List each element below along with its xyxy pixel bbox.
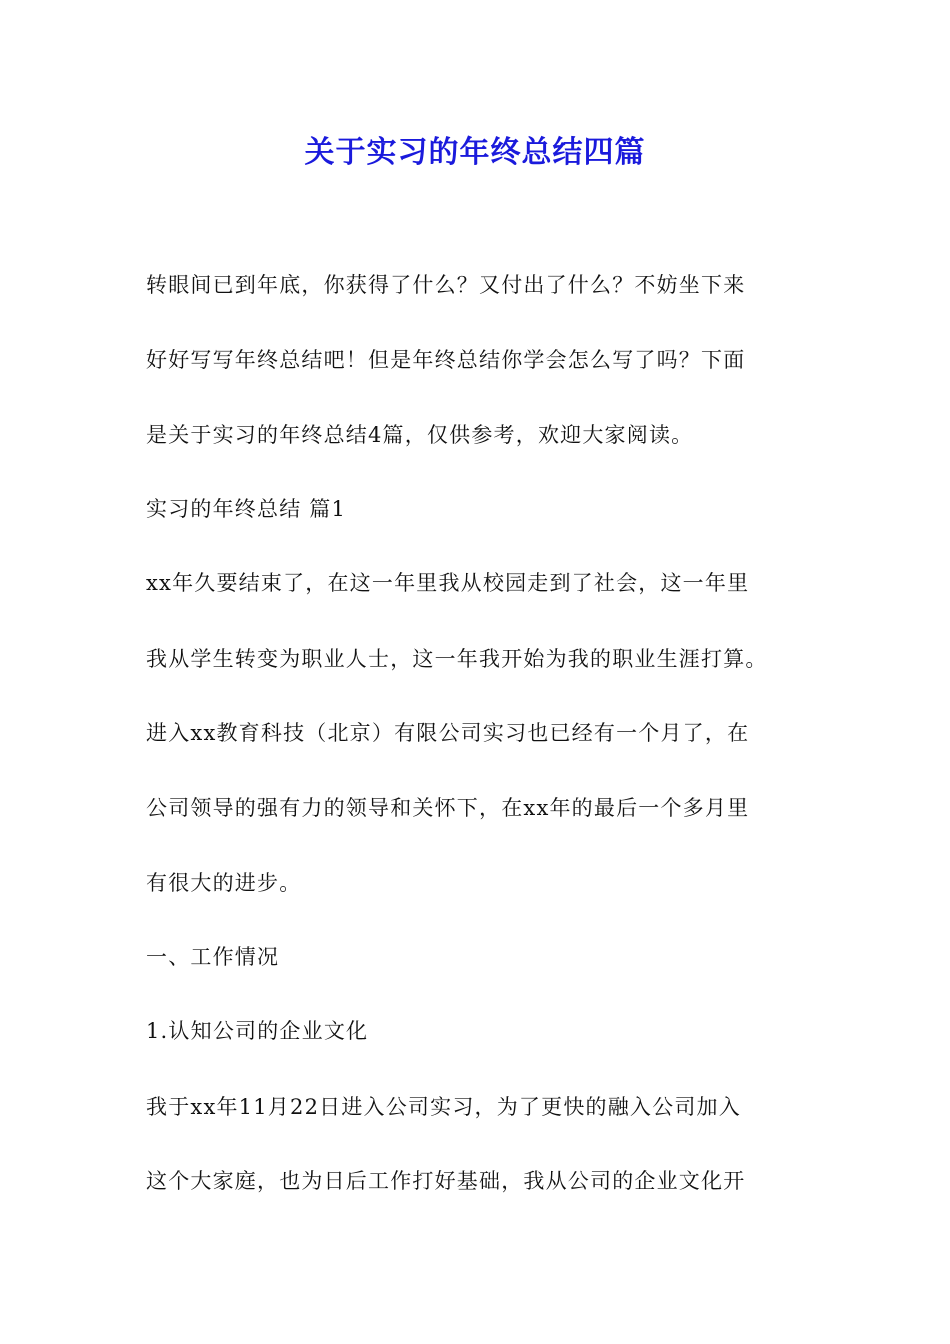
body-line-4: 公司领导的强有力的领导和关怀下，在xx年的最后一个多月里	[146, 796, 750, 820]
body-line-6: 我于xx年11月22日进入公司实习，为了更快的融入公司加入	[146, 1095, 741, 1119]
subheading-work: 一、工作情况	[146, 945, 280, 969]
subheading-culture: 1.认知公司的企业文化	[146, 1019, 369, 1043]
body-line-2: 我从学生转变为职业人士，这一年我开始为我的职业生涯打算。	[146, 647, 768, 671]
intro-line-1: 转眼间已到年底，你获得了什么？又付出了什么？不妨坐下来	[146, 273, 746, 297]
body-line-1: xx年久要结束了，在这一年里我从校园走到了社会，这一年里	[146, 571, 750, 595]
section-heading: 实习的年终总结 篇1	[146, 497, 347, 521]
intro-line-2: 好好写写年终总结吧！但是年终总结你学会怎么写了吗？下面	[146, 348, 746, 372]
body-line-7: 这个大家庭，也为日后工作打好基础，我从公司的企业文化开	[146, 1169, 746, 1193]
intro-line-3: 是关于实习的年终总结4篇，仅供参考，欢迎大家阅读。	[146, 423, 694, 447]
body-line-3: 进入xx教育科技（北京）有限公司实习也已经有一个月了，在	[146, 721, 750, 745]
document-title: 关于实习的年终总结四篇	[304, 135, 646, 170]
body-line-5: 有很大的进步。	[146, 871, 302, 895]
